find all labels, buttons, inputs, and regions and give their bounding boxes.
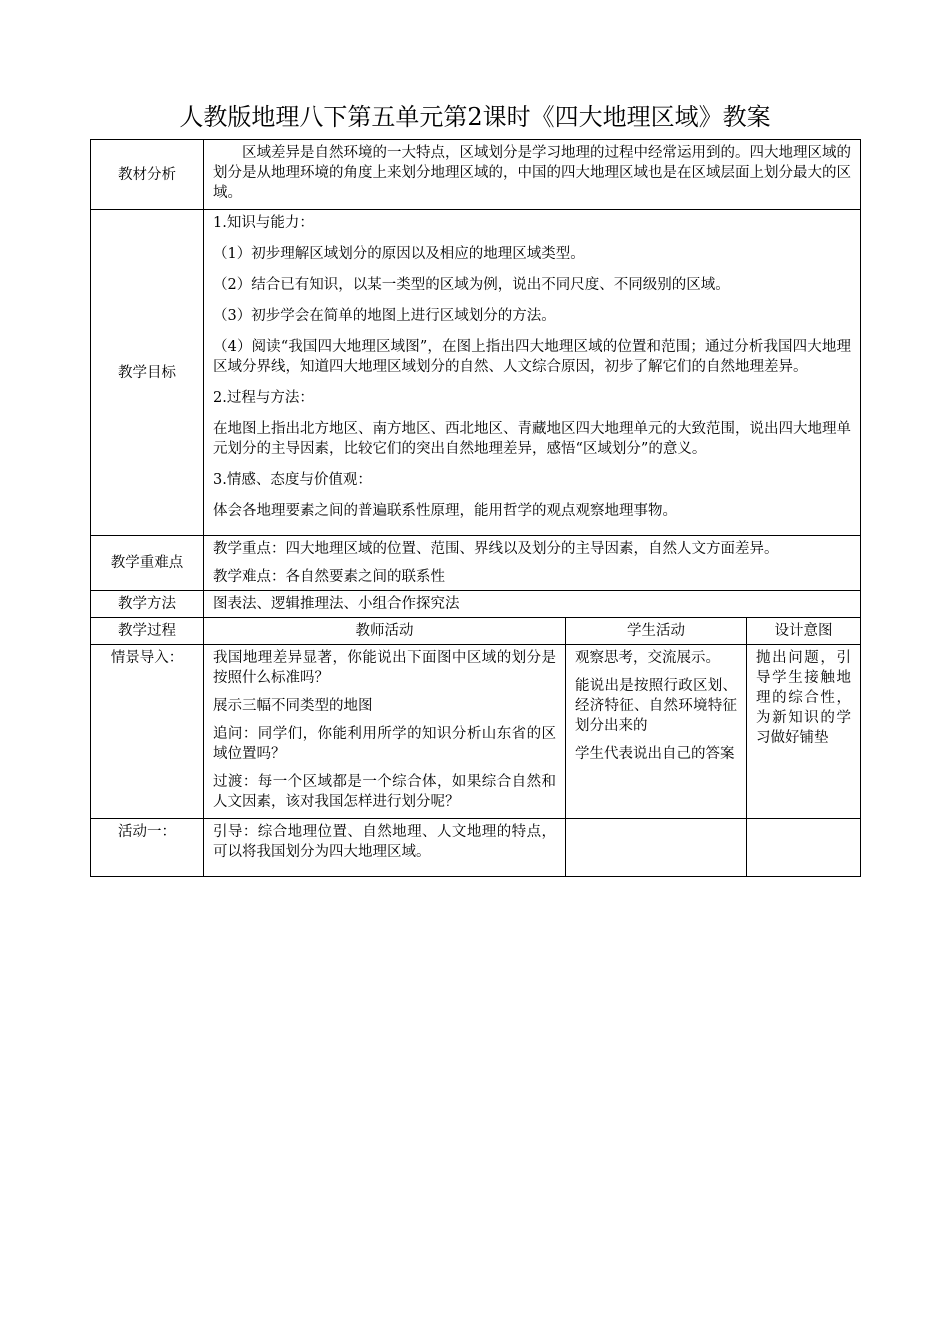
- intro-teacher: [204, 645, 566, 819]
- header-intent: 设计意图: [747, 618, 861, 645]
- student-step: 学生代表说出自己的答案: [575, 746, 735, 762]
- teacher-step: 展示三幅不同类型的地图: [213, 698, 373, 714]
- label-key-points: 教学重难点: [91, 536, 204, 591]
- row-methods: [91, 591, 861, 618]
- intro-intent: [747, 645, 861, 819]
- intro-student: [566, 645, 747, 819]
- methods-text: 图表法、逻辑推理法、小组合作探究法: [204, 591, 861, 618]
- label-analysis: 教材分析: [91, 140, 204, 210]
- label-intro: 情景导入：: [91, 645, 204, 819]
- student-step: 能说出是按照行政区划、经济特征、自然环境特征划分出来的: [575, 678, 737, 734]
- key-points-content: [204, 536, 861, 591]
- goal-item: 体会各地理要素之间的普遍联系性原理，能用哲学的观点观察地理事物。: [213, 503, 677, 519]
- row-analysis: [91, 140, 861, 210]
- goal-item: （4）阅读“我国四大地理区域图”，在图上指出四大地理区域的位置和范围；通过分析我国四大地理区域分界线，知道四大地理区域划分的自然、人文综合原因，初步了解它们的自然地理差异。: [213, 339, 852, 375]
- key-point: 教学重点：四大地理区域的位置、范围、界线以及划分的主导因素，自然人文方面差异。: [213, 541, 779, 557]
- teacher-step: 我国地理差异显著，你能说出下面图中区域的划分是按照什么标准吗？: [213, 650, 556, 686]
- teacher-step: 追问：同学们，你能利用所学的知识分析山东省的区域位置吗？: [213, 726, 556, 762]
- goal-heading-process: 2.过程与方法：: [213, 390, 314, 406]
- label-methods: 教学方法: [91, 591, 204, 618]
- page-title: 人教版地理八下第五单元第2课时《四大地理区域》教案: [179, 103, 771, 131]
- goal-item: （2）结合已有知识，以某一类型的区域为例，说出不同尺度、不同级别的区域。: [213, 277, 730, 293]
- goal-item: （3）初步学会在简单的地图上进行区域划分的方法。: [213, 308, 556, 324]
- row-goals: [91, 210, 861, 536]
- goal-heading-knowledge: 1.知识与能力：: [213, 215, 314, 231]
- activity1-intent: [747, 819, 861, 877]
- intent-text: 抛出问题，引导学生接触地理的综合性，为新知识的学习做好铺垫: [756, 650, 852, 746]
- analysis-paragraph: 区域差异是自然环境的一大特点，区域划分是学习地理的过程中经常运用到的。四大地理区域的划分是从地理环境的角度上来划分地理区域的，中国的四大地理区域也是在区域层面上划分最大的区域。: [213, 145, 852, 201]
- row-key-points: [91, 536, 861, 591]
- activity1-teacher: [204, 819, 566, 877]
- goals-content: [204, 210, 861, 536]
- header-teacher: 教师活动: [204, 618, 566, 645]
- difficult-point: 教学难点：各自然要素之间的联系性: [213, 569, 445, 585]
- header-student: 学生活动: [566, 618, 747, 645]
- analysis-text: [204, 140, 861, 210]
- label-goals: 教学目标: [91, 210, 204, 536]
- lesson-plan-table: [90, 139, 861, 877]
- goal-item: （1）初步理解区域划分的原因以及相应的地理区域类型。: [213, 246, 585, 262]
- teacher-step: 过渡：每一个区域都是一个综合体，如果综合自然和人文因素，该对我国怎样进行划分呢？: [213, 774, 556, 810]
- teacher-step: 引导：综合地理位置、自然地理、人文地理的特点，可以将我国划分为四大地理区域。: [213, 824, 556, 860]
- row-activity1: [91, 819, 861, 877]
- header-process: 教学过程: [91, 618, 204, 645]
- row-intro: [91, 645, 861, 819]
- row-process-header: [91, 618, 861, 645]
- goal-item: 在地图上指出北方地区、南方地区、西北地区、青藏地区四大地理单元的大致范围，说出四大地理单元划分的主导因素，比较它们的突出自然地理差异，感悟“区域划分”的意义。: [213, 421, 852, 457]
- activity1-student: [566, 819, 747, 877]
- label-activity1: 活动一：: [91, 819, 204, 877]
- goal-heading-attitude: 3.情感、态度与价值观：: [213, 472, 372, 488]
- student-step: 观察思考，交流展示。: [575, 650, 720, 666]
